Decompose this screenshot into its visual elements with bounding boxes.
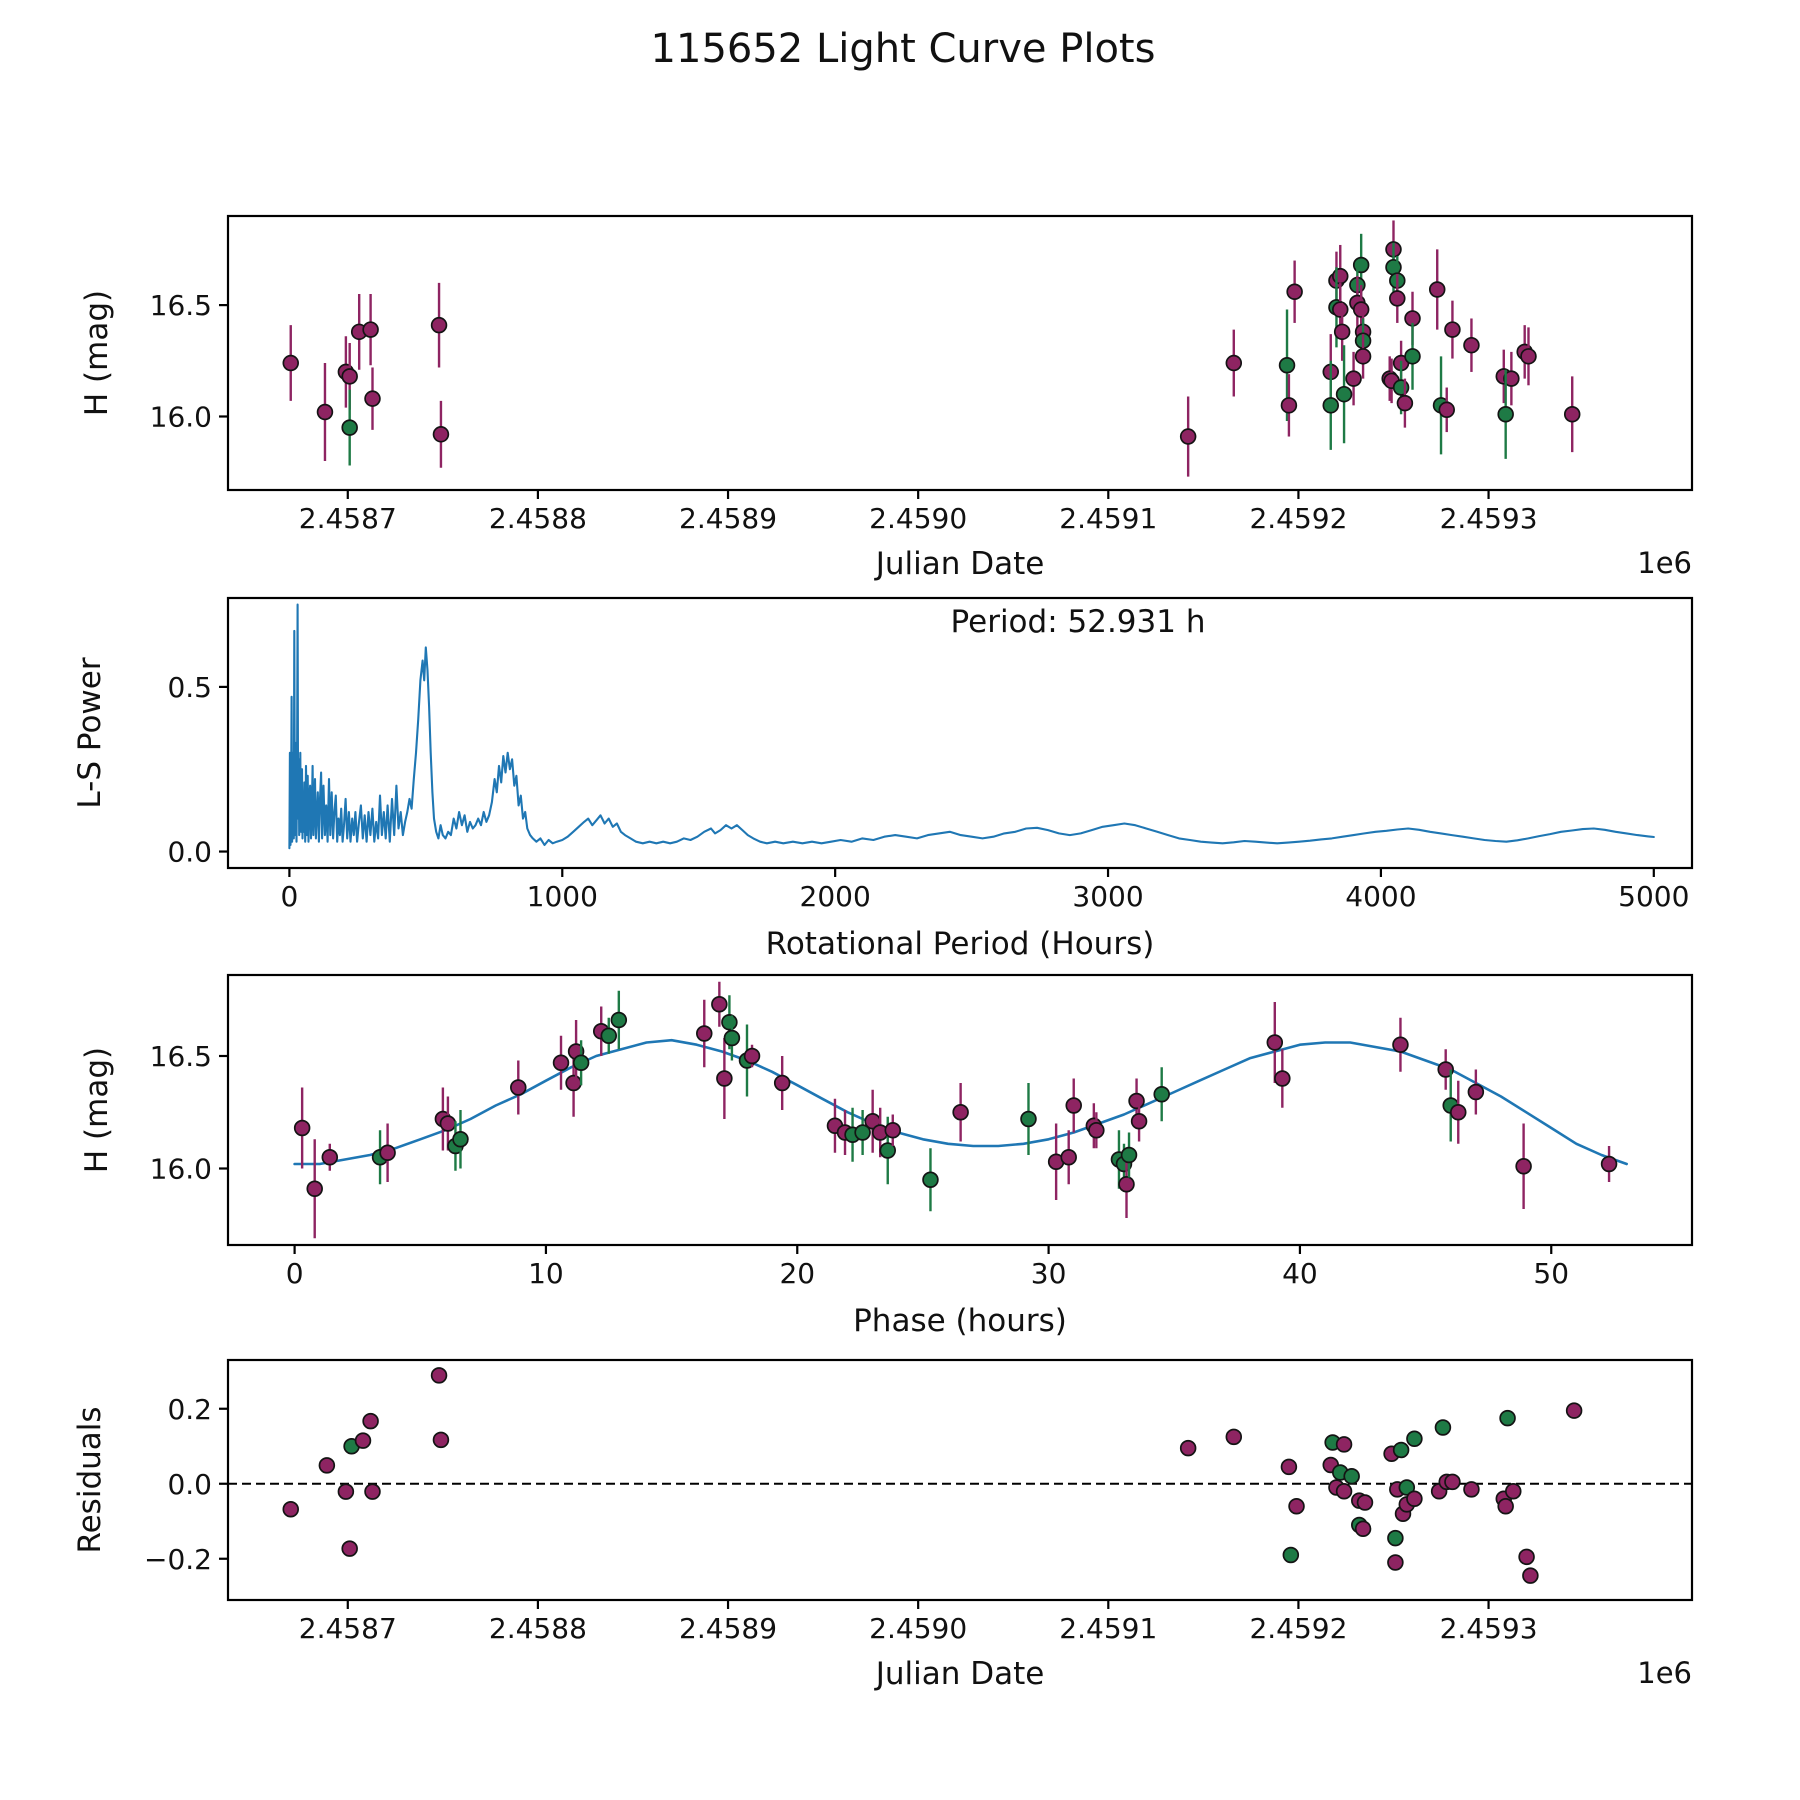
x-tick-label: 20 bbox=[779, 1257, 816, 1290]
x-tick-label: 2.4588 bbox=[488, 1612, 587, 1645]
panel-phase-folded bbox=[149, 975, 1692, 1290]
x-tick-label: 3000 bbox=[1072, 880, 1144, 913]
y-tick-label: 16.0 bbox=[149, 400, 212, 434]
x-tick-label: 2.4591 bbox=[1059, 502, 1158, 535]
panel1-x-axis-label: Julian Date bbox=[875, 546, 1045, 582]
y-tick-label: 0.0 bbox=[167, 1467, 212, 1501]
x-tick-label: 2.4587 bbox=[298, 502, 397, 535]
panel2-x-axis-label: Rotational Period (Hours) bbox=[765, 926, 1155, 962]
x-tick-label: 2.4588 bbox=[488, 502, 587, 535]
x-tick-label: 2.4592 bbox=[1249, 502, 1348, 535]
y-tick-label: 16.0 bbox=[149, 1152, 212, 1186]
panel1-y-axis-label: H (mag) bbox=[79, 289, 115, 417]
x-tick-label: 2.4592 bbox=[1249, 1612, 1348, 1645]
x-tick-label: 0 bbox=[285, 1257, 304, 1290]
x-tick-label: 1000 bbox=[526, 880, 598, 913]
y-tick-label: 0.2 bbox=[167, 1392, 212, 1426]
y-tick-label: 16.5 bbox=[149, 289, 212, 323]
x-tick-label: 2.4587 bbox=[298, 1612, 397, 1645]
y-tick-label: 0.0 bbox=[167, 835, 212, 869]
panel4-axis-offset-text: 1e6 bbox=[1637, 1656, 1692, 1690]
x-tick-label: 2.4591 bbox=[1059, 1612, 1158, 1645]
x-tick-label: 2.4593 bbox=[1439, 1612, 1538, 1645]
panel4-x-axis-label: Julian Date bbox=[875, 1656, 1045, 1692]
figure-title: 115652 Light Curve Plots bbox=[650, 26, 1156, 72]
panel-jd-lightcurve bbox=[149, 216, 1692, 535]
x-tick-label: 2.4593 bbox=[1439, 502, 1538, 535]
period-annotation: Period: 52.931 h bbox=[950, 604, 1206, 640]
x-tick-label: 2000 bbox=[799, 880, 871, 913]
x-tick-label: 4000 bbox=[1345, 880, 1417, 913]
panel3-x-axis-label: Phase (hours) bbox=[853, 1303, 1067, 1339]
x-tick-label: 10 bbox=[528, 1257, 564, 1290]
panel3-y-axis-label: H (mag) bbox=[79, 1046, 115, 1174]
x-tick-label: 2.4590 bbox=[869, 1612, 968, 1645]
panel1-axis-offset-text: 1e6 bbox=[1637, 546, 1692, 580]
y-tick-label: 0.5 bbox=[167, 670, 212, 704]
x-tick-label: 2.4589 bbox=[679, 502, 778, 535]
x-tick-label: 0 bbox=[280, 880, 299, 913]
panel4-y-axis-label: Residuals bbox=[72, 1406, 108, 1554]
x-tick-label: 50 bbox=[1533, 1257, 1570, 1290]
x-tick-label: 5000 bbox=[1618, 880, 1690, 913]
x-tick-label: 40 bbox=[1282, 1257, 1318, 1290]
x-tick-label: 2.4590 bbox=[869, 502, 968, 535]
panel-residuals bbox=[144, 1360, 1692, 1645]
y-tick-label: 16.5 bbox=[149, 1040, 212, 1073]
x-tick-label: 30 bbox=[1030, 1257, 1067, 1290]
y-tick-label: −0.2 bbox=[144, 1542, 212, 1576]
panel2-y-axis-label: L-S Power bbox=[72, 657, 108, 809]
x-tick-label: 2.4589 bbox=[679, 1612, 778, 1645]
